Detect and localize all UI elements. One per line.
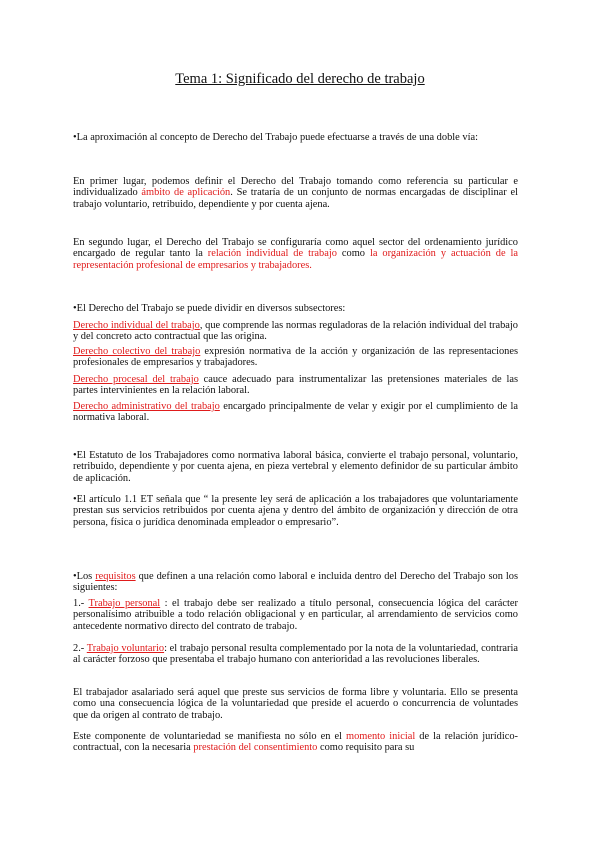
subsector-individual: Derecho individual del trabajo, que comprende las normas reguladoras de la relación individual del trabajo y del concreto acto contractual que las origina. (73, 320, 518, 343)
paragraph-second-approach: En segundo lugar, el Derecho del Trabajo se configuraría como aquel sector del ordenamiento jurídico encargado de regular tanto la relación individual de trabajo como la organización y actuación de la representación profesional de empresarios y trabajadores. (73, 237, 519, 271)
paragraph-trabajo-voluntario: 2.- Trabajo voluntario: el trabajo personal resulta complementado por la nota de la voluntariedad, contraria al carácter forzoso que presentaba el trabajo humano con anterioridad a las revoluciones liberales. (73, 643, 518, 666)
highlight-relacion: relación individual de trabajo (207, 248, 337, 260)
paragraph-first-approach: En primer lugar, podemos definir el Derecho del Trabajo tomando como referencia su particular e individualizado ámbito de aplicación. Se trataría de un conjunto de normas encargadas de disciplinar el trabajo voluntario, retribuido, dependiente y por cuenta ajena. (73, 176, 518, 210)
subsector-term: Derecho individual del trabajo (73, 320, 200, 331)
paragraph-trabajo-personal: 1.- Trabajo personal : el trabajo debe ser realizado a título personal, consecuencia lógica del carácter personalísimo atribuible a todo relación obligacional y en particular, al arrendamiento de servicios como antecedente normativo directo del contrato de trabajo. (73, 598, 518, 632)
subsector-procesal: Derecho procesal del trabajo cauce adecuado para instrumentalizar las pretensiones materiales de las partes intervinientes en la relación laboral. (73, 374, 518, 397)
paragraph-articulo: •El artículo 1.1 ET señala que “ la presente ley será de aplicación a los trabajadores que voluntariamente prestan sus servicios retribuidos por cuenta ajena y dentro del ámbito de organización y dirección de otra persona, física o jurídica denominada empleador o empresario”. (73, 494, 518, 528)
paragraph-subsectors-intro: •El Derecho del Trabajo se puede dividir en diversos subsectores: (73, 303, 346, 314)
subsector-term: Derecho administrativo del trabajo (73, 401, 220, 412)
page-title: Tema 1: Significado del derecho de trabajo (175, 71, 425, 87)
highlight-consentimiento: prestación del consentimiento (193, 742, 318, 754)
paragraph-estatuto: •El Estatuto de los Trabajadores como normativa laboral básica, convierte el trabajo personal, voluntario, retribuido, dependiente y por cuenta ajena, en pieza vertebral y elemento definidor de su particular ámbito de aplicación. (73, 450, 518, 484)
highlight-ambito: ámbito de aplicación (141, 187, 231, 199)
subsector-administrativo: Derecho administrativo del trabajo encargado principalmente de velar y exigir por el cumplimiento de la normativa laboral. (73, 401, 518, 424)
paragraph-intro: •La aproximación al concepto de Derecho del Trabajo puede efectuarse a través de una doble vía: (73, 132, 478, 143)
highlight-organizacion: la organización y actuación de la representación profesional de empresarios y trabajadores. (73, 248, 519, 271)
paragraph-voluntariedad: Este componente de voluntariedad se manifiesta no sólo en el momento inicial de la relación jurídico-contractual, con la necesaria prestación del consentimiento como requisito para su (73, 731, 518, 754)
highlight-requisitos: requisitos (95, 571, 136, 582)
subsector-colectivo: Derecho colectivo del trabajo expresión normativa de la acción y organización de las representaciones profesionales de empresarios y trabajadores. (73, 346, 518, 369)
highlight-trabajo-personal: Trabajo personal (88, 598, 161, 609)
subsector-term: Derecho colectivo del trabajo (73, 346, 201, 357)
highlight-momento-inicial: momento inicial (346, 731, 416, 742)
subsector-term: Derecho procesal del trabajo (73, 374, 199, 385)
highlight-trabajo-voluntario: Trabajo voluntario (86, 643, 165, 654)
paragraph-requisitos: •Los requisitos que definen a una relación como laboral e incluida dentro del Derecho del Trabajo son los siguientes: (73, 571, 519, 594)
paragraph-asalariado: El trabajador asalariado será aquel que preste sus servicios de forma libre y voluntaria. Ello se presenta como una consecuencia lógica de la voluntariedad que preside el acuerdo o concurrencia de voluntades que da origen al contrato de trabajo. (73, 687, 518, 721)
